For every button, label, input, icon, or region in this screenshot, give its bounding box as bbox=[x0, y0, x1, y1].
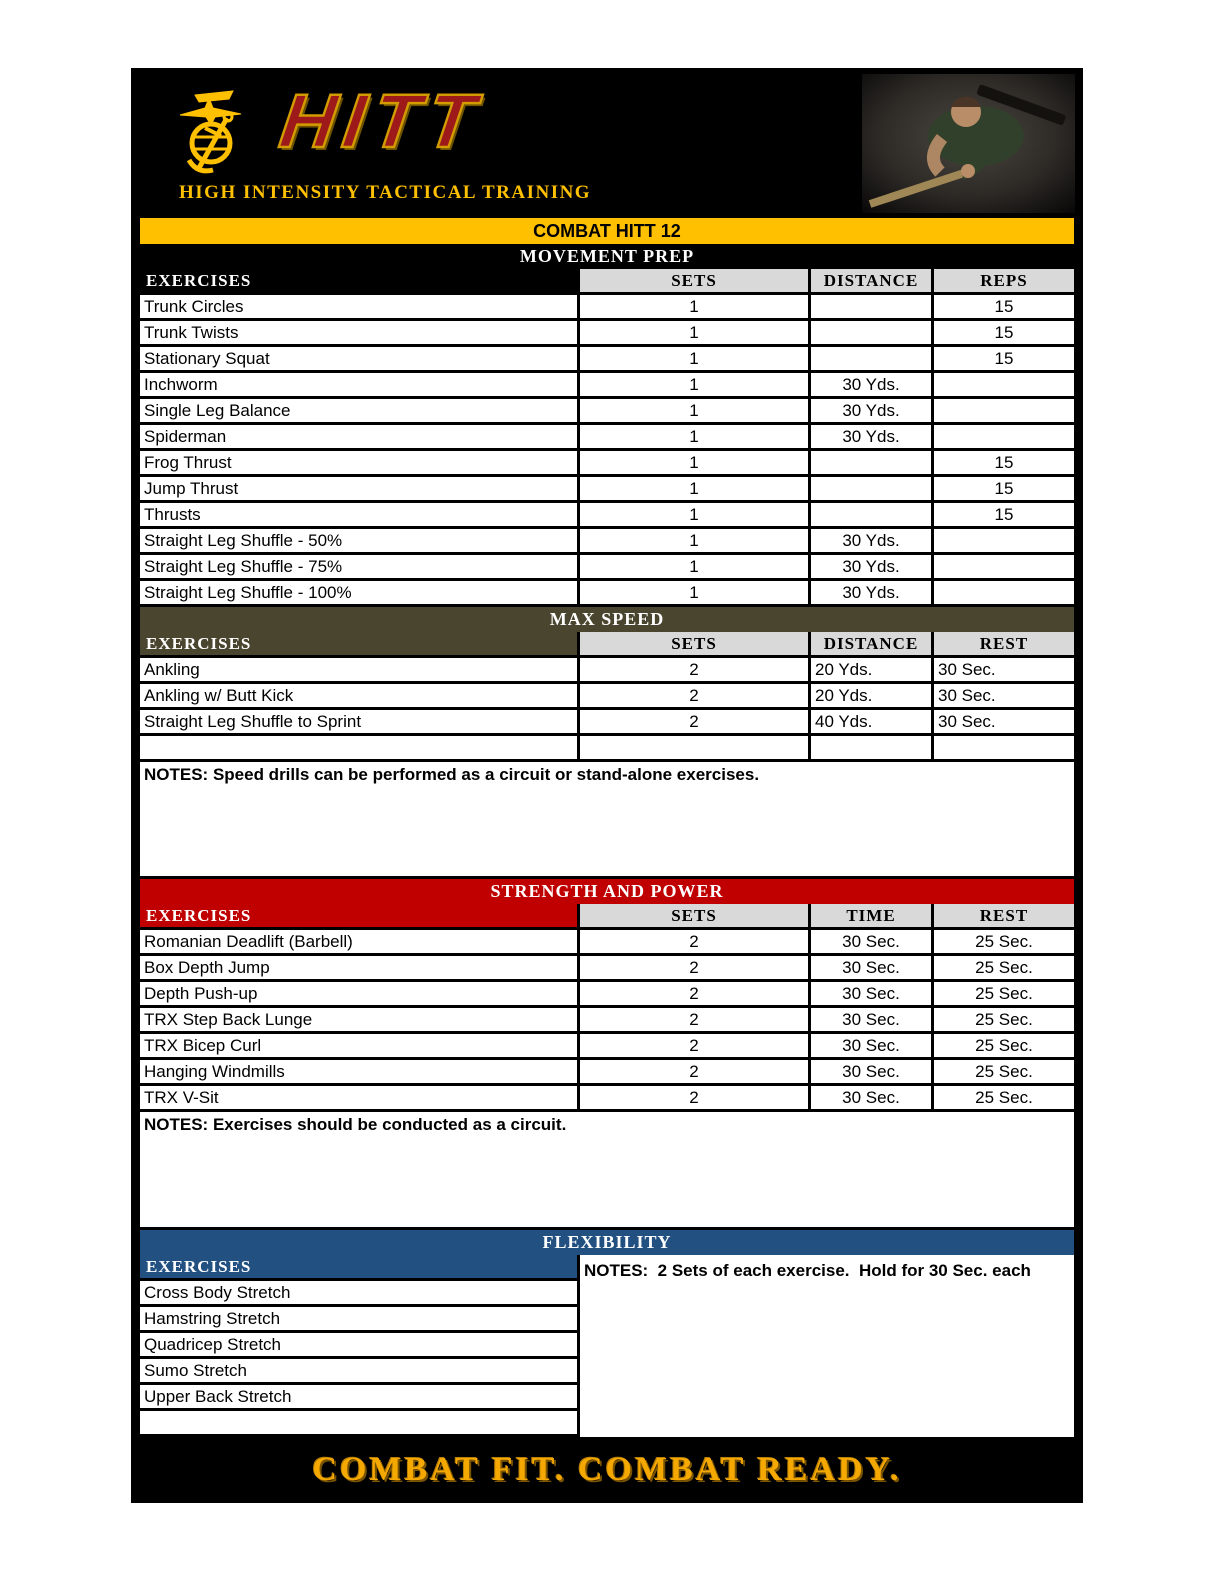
value-cell: 30 Sec. bbox=[811, 930, 931, 953]
value-cell bbox=[934, 581, 1074, 604]
table-row bbox=[140, 736, 1074, 759]
exercise-cell: Stationary Squat bbox=[140, 347, 577, 370]
exercise-cell: Straight Leg Shuffle - 75% bbox=[140, 555, 577, 578]
value-cell: 15 bbox=[934, 477, 1074, 500]
logo-band bbox=[131, 68, 1083, 218]
value-cell bbox=[934, 373, 1074, 396]
table-row bbox=[140, 710, 1074, 733]
value-cell: 2 bbox=[580, 658, 808, 681]
value-cell: 1 bbox=[580, 451, 808, 474]
value-cell: 30 Yds. bbox=[811, 555, 931, 578]
value-cell: 30 Yds. bbox=[811, 373, 931, 396]
exercise-cell: Sumo Stretch bbox=[140, 1359, 577, 1382]
content-column bbox=[140, 218, 1074, 1503]
value-cell: 30 Sec. bbox=[811, 1060, 931, 1083]
value-cell: 2 bbox=[580, 1060, 808, 1083]
marine-photo bbox=[862, 74, 1075, 213]
value-cell: 1 bbox=[580, 503, 808, 526]
value-cell: 25 Sec. bbox=[934, 1060, 1074, 1083]
value-cell: 40 Yds. bbox=[811, 710, 931, 733]
value-cell: 25 Sec. bbox=[934, 1086, 1074, 1109]
table-row bbox=[140, 982, 1074, 1005]
value-cell: 1 bbox=[580, 425, 808, 448]
value-cell: 30 Yds. bbox=[811, 581, 931, 604]
exercise-cell bbox=[140, 1411, 577, 1434]
value-cell: 1 bbox=[580, 373, 808, 396]
value-cell: 30 Sec. bbox=[811, 1086, 931, 1109]
value-cell: 2 bbox=[580, 1008, 808, 1031]
movement-prep-table bbox=[140, 269, 1074, 604]
exercise-cell bbox=[140, 736, 577, 759]
value-cell bbox=[934, 399, 1074, 422]
value-cell: 2 bbox=[580, 1086, 808, 1109]
exercise-cell: Hanging Windmills bbox=[140, 1060, 577, 1083]
value-cell: 30 Yds. bbox=[811, 529, 931, 552]
exercise-cell: Jump Thrust bbox=[140, 477, 577, 500]
value-cell: 2 bbox=[580, 684, 808, 707]
value-cell bbox=[580, 736, 808, 759]
exercise-cell: TRX Step Back Lunge bbox=[140, 1008, 577, 1031]
value-cell: 1 bbox=[580, 399, 808, 422]
strength-and-power-table bbox=[140, 904, 1074, 1109]
value-cell bbox=[811, 503, 931, 526]
value-cell: 1 bbox=[580, 477, 808, 500]
value-cell: 25 Sec. bbox=[934, 930, 1074, 953]
value-cell: 20 Yds. bbox=[811, 658, 931, 681]
section-title-movement-prep: MOVEMENT PREP bbox=[140, 244, 1074, 269]
value-cell bbox=[811, 736, 931, 759]
exercise-cell: Straight Leg Shuffle - 100% bbox=[140, 581, 577, 604]
header-row bbox=[140, 632, 1074, 655]
value-cell: 1 bbox=[580, 555, 808, 578]
exercise-cell: Ankling bbox=[140, 658, 577, 681]
exercise-cell: Spiderman bbox=[140, 425, 577, 448]
value-cell bbox=[934, 425, 1074, 448]
footer-bar bbox=[140, 1437, 1074, 1503]
table-row bbox=[140, 373, 1074, 396]
table-row bbox=[140, 503, 1074, 526]
column-header-rest: REST bbox=[934, 632, 1074, 655]
table-row bbox=[140, 1086, 1074, 1109]
value-cell bbox=[811, 321, 931, 344]
header-row bbox=[140, 269, 1074, 292]
hitt-logo: HITT bbox=[275, 79, 488, 164]
exercise-cell: Frog Thrust bbox=[140, 451, 577, 474]
column-header-rest: REST bbox=[934, 904, 1074, 927]
exercise-cell: Cross Body Stretch bbox=[140, 1281, 577, 1304]
value-cell bbox=[811, 451, 931, 474]
value-cell: 15 bbox=[934, 321, 1074, 344]
table-row bbox=[140, 1060, 1074, 1083]
column-header-time: TIME bbox=[811, 904, 931, 927]
column-header-sets: SETS bbox=[580, 904, 808, 927]
value-cell bbox=[934, 529, 1074, 552]
exercise-cell: Quadricep Stretch bbox=[140, 1333, 577, 1356]
value-cell: 15 bbox=[934, 451, 1074, 474]
column-header-distance: DISTANCE bbox=[811, 632, 931, 655]
eagle-globe-anchor-icon bbox=[175, 88, 249, 182]
table-row bbox=[140, 399, 1074, 422]
value-cell: 30 Sec. bbox=[811, 956, 931, 979]
value-cell: 1 bbox=[580, 321, 808, 344]
table-row bbox=[140, 555, 1074, 578]
value-cell bbox=[811, 295, 931, 318]
value-cell: 1 bbox=[580, 529, 808, 552]
column-header-sets: SETS bbox=[580, 269, 808, 292]
value-cell: 30 Sec. bbox=[811, 982, 931, 1005]
exercise-cell: Ankling w/ Butt Kick bbox=[140, 684, 577, 707]
value-cell: 30 Yds. bbox=[811, 399, 931, 422]
value-cell: 2 bbox=[580, 982, 808, 1005]
max-speed-table bbox=[140, 632, 1074, 759]
table-row bbox=[140, 321, 1074, 344]
value-cell: 1 bbox=[580, 295, 808, 318]
strength-notes: NOTES: Exercises should be conducted as a circuit. bbox=[140, 1112, 1074, 1227]
table-row bbox=[140, 295, 1074, 318]
exercise-cell: Single Leg Balance bbox=[140, 399, 577, 422]
value-cell: 1 bbox=[580, 347, 808, 370]
value-cell bbox=[811, 347, 931, 370]
flexibility-area bbox=[140, 1255, 1074, 1437]
exercise-cell: Straight Leg Shuffle to Sprint bbox=[140, 710, 577, 733]
section-title-max-speed: MAX SPEED bbox=[140, 607, 1074, 632]
value-cell: 25 Sec. bbox=[934, 956, 1074, 979]
exercise-cell: Trunk Circles bbox=[140, 295, 577, 318]
column-header-sets: SETS bbox=[580, 632, 808, 655]
table-row bbox=[140, 1008, 1074, 1031]
table-row bbox=[140, 1307, 577, 1330]
value-cell: 30 Sec. bbox=[811, 1008, 931, 1031]
value-cell: 30 Sec. bbox=[934, 710, 1074, 733]
hitt-poster bbox=[131, 68, 1083, 1503]
value-cell: 25 Sec. bbox=[934, 1008, 1074, 1031]
column-header-distance: DISTANCE bbox=[811, 269, 931, 292]
value-cell: 30 Sec. bbox=[934, 684, 1074, 707]
exercise-cell: Thrusts bbox=[140, 503, 577, 526]
logo-subtitle: HIGH INTENSITY TACTICAL TRAINING bbox=[179, 182, 592, 203]
table-row bbox=[140, 930, 1074, 953]
exercise-cell: Upper Back Stretch bbox=[140, 1385, 577, 1408]
value-cell: 1 bbox=[580, 581, 808, 604]
exercise-cell: Inchworm bbox=[140, 373, 577, 396]
column-header-reps: REPS bbox=[934, 269, 1074, 292]
max-speed-notes: NOTES: Speed drills can be performed as a circuit or stand-alone exercises. bbox=[140, 762, 1074, 876]
exercise-cell: Depth Push-up bbox=[140, 982, 577, 1005]
column-header-exercises: EXERCISES bbox=[140, 1255, 577, 1278]
value-cell: 2 bbox=[580, 956, 808, 979]
table-row bbox=[140, 1385, 577, 1408]
value-cell bbox=[934, 736, 1074, 759]
table-row bbox=[140, 347, 1074, 370]
table-row bbox=[140, 1034, 1074, 1057]
value-cell: 25 Sec. bbox=[934, 1034, 1074, 1057]
header-row bbox=[140, 1255, 577, 1278]
flexibility-table bbox=[140, 1255, 577, 1437]
exercise-cell: TRX V-Sit bbox=[140, 1086, 577, 1109]
value-cell: 30 Sec. bbox=[934, 658, 1074, 681]
table-row bbox=[140, 451, 1074, 474]
table-row bbox=[140, 477, 1074, 500]
value-cell: 2 bbox=[580, 930, 808, 953]
column-header-exercises: EXERCISES bbox=[140, 904, 577, 927]
section-title-flexibility: FLEXIBILITY bbox=[140, 1230, 1074, 1255]
exercise-cell: Hamstring Stretch bbox=[140, 1307, 577, 1330]
value-cell: 2 bbox=[580, 710, 808, 733]
table-row bbox=[140, 529, 1074, 552]
value-cell: 30 Yds. bbox=[811, 425, 931, 448]
exercise-cell: Box Depth Jump bbox=[140, 956, 577, 979]
table-row bbox=[140, 684, 1074, 707]
table-row bbox=[140, 425, 1074, 448]
column-header-exercises: EXERCISES bbox=[140, 269, 577, 292]
table-row bbox=[140, 956, 1074, 979]
table-row bbox=[140, 1333, 577, 1356]
exercise-cell: TRX Bicep Curl bbox=[140, 1034, 577, 1057]
table-row bbox=[140, 1359, 577, 1382]
table-row bbox=[140, 1411, 577, 1434]
title-bar: COMBAT HITT 12 bbox=[140, 218, 1074, 244]
exercise-cell: Straight Leg Shuffle - 50% bbox=[140, 529, 577, 552]
footer-slogan: COMBAT FIT. COMBAT READY. bbox=[312, 1451, 902, 1488]
exercise-cell: Romanian Deadlift (Barbell) bbox=[140, 930, 577, 953]
value-cell: 2 bbox=[580, 1034, 808, 1057]
value-cell bbox=[811, 477, 931, 500]
table-row bbox=[140, 581, 1074, 604]
table-row bbox=[140, 1281, 577, 1304]
section-title-strength-and-power: STRENGTH AND POWER bbox=[140, 879, 1074, 904]
value-cell: 20 Yds. bbox=[811, 684, 931, 707]
flexibility-notes: NOTES: 2 Sets of each exercise. Hold for 30 Sec. each bbox=[580, 1255, 1074, 1437]
value-cell: 25 Sec. bbox=[934, 982, 1074, 1005]
marine-rope-crawl-illustration bbox=[862, 74, 1075, 213]
value-cell: 15 bbox=[934, 503, 1074, 526]
exercise-cell: Trunk Twists bbox=[140, 321, 577, 344]
value-cell: 15 bbox=[934, 347, 1074, 370]
value-cell bbox=[934, 555, 1074, 578]
header-row bbox=[140, 904, 1074, 927]
value-cell: 15 bbox=[934, 295, 1074, 318]
table-row bbox=[140, 658, 1074, 681]
column-header-exercises: EXERCISES bbox=[140, 632, 577, 655]
value-cell: 30 Sec. bbox=[811, 1034, 931, 1057]
